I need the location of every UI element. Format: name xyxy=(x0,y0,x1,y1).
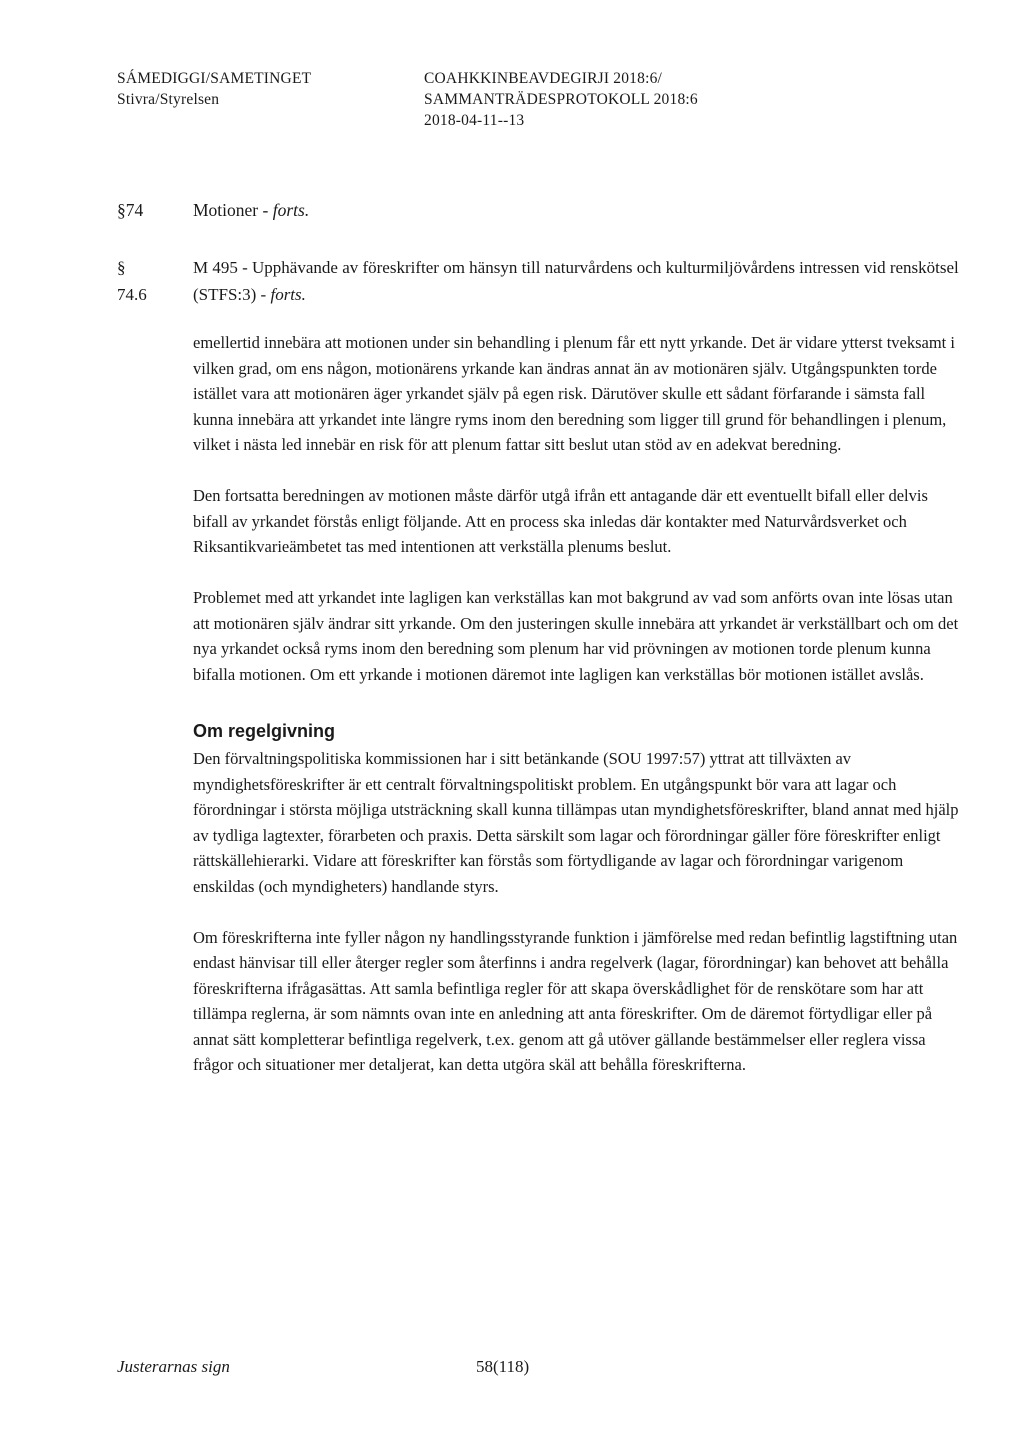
header-document-info xyxy=(424,68,698,131)
section-number: §74 xyxy=(117,200,144,220)
subsection-title-forts: forts. xyxy=(270,285,306,304)
footer-page-number: 58(118) xyxy=(476,1357,530,1376)
header-doc-title-swedish: SAMMANTRÄDESPROTOKOLL 2018:6 xyxy=(424,91,698,108)
paragraph: Om föreskrifterna inte fyller någon ny handlingsstyrande funktion i jämförelse med redan befintlig lagstiftning utan endast hänvisar till eller återger regler som återfinns i andra regelverk (lagar, förordningar) kan behovet att behålla föreskrifterna ifrågasättas. Att samla befintliga regler för att skapa överskådlighet för de renskötare som har att tillämpa reglerna, är som nämnts ovan inte en anledning att anta föreskrifter. Om de däremot förtydligar eller på annat sätt kompletterar befintliga regelverk, t.ex. genom att gå utöver gällande bestämmelser eller reglera vissa frågor och situationer mer detaljerat, kan detta utgöra skäl att behålla föreskrifterna. xyxy=(193,927,958,1074)
paragraph: Problemet med att yrkandet inte lagligen kan verkställas kan mot bakgrund av vad som anförts ovan inte lösas utan att motionären själv ändrar sitt yrkande. Om den justeringen skulle innebära att yrkandet är verkställbart och om det nya yrkandet också ryms inom den beredning som plenum har vid prövningen av motionen torde plenum kunna bifalla motionen. Om ett yrkande i motionen däremot inte lagligen kan verkställas bör motionen istället avslås. xyxy=(193,588,959,684)
paragraph: emellertid innebära att motionen under sin behandling i plenum får ett nytt yrkande. Det är vidare ytterst tveksamt i vilken grad, om ens någon, motionärens yrkande kan ändras annat än av motionären själv. Utgångspunkten torde istället vara att motionären äger yrkandet själv på egen risk. Därutöver skulle ett sådant förfarande i sämsta fall kunna innebära att yrkandet inte längre ryms inom den beredning som ligger till grund för behandlingen i plenum, vilket i nästa led innebär en risk för att plenum fattar sitt beslut utan stöd av en adekvat beredning. xyxy=(193,333,955,454)
section-title-forts: forts. xyxy=(272,200,310,220)
paragraph: Den fortsatta beredningen av motionen måste därför utgå ifrån ett antagande där ett eventuellt bifall eller delvis bifall av yrkandet förstås enligt följande. Att en process ska inledas där kontakter med Naturvårdsverket och Riksantikvarieämbetet tas med intentionen att verkställa plenums beslut. xyxy=(193,486,928,556)
subsection-number: § 74.6 xyxy=(117,258,147,304)
body-text xyxy=(193,330,963,1103)
section-title: Motioner - xyxy=(193,200,273,220)
header-org-unit: Stivra/Styrelsen xyxy=(117,91,220,108)
header-org-name: SÁMEDIGGI/SAMETINGET xyxy=(117,70,312,87)
regelgivning-heading: Om regelgivning xyxy=(193,720,336,741)
subsection-title xyxy=(193,254,993,308)
paragraph: Den förvaltningspolitiska kommissionen har i sitt betänkande (SOU 1997:57) yttrat att tillväxten av myndighetsföreskrifter är ett centralt förvaltningspolitiskt problem. En utgångspunkt bör vara att lagar och förordningar i största möjliga utsträckning skall kunna tillämpas utan myndighetsföreskrifter, bland annat med hjälp av tydliga lagtexter, förarbeten och praxis. Detta särskilt som lagar och förordningar gäller före föreskrifter enligt rättskällehierarki. Vidare att föreskrifter kan förstås som förtydligande av lagar och förordningar varigenom enskildas (och myndigheters) handlande styrs. xyxy=(193,749,959,896)
header-doc-date: 2018-04-11--13 xyxy=(424,112,525,129)
subsection-title-text: M 495 - Upphävande av föreskrifter om hänsyn till naturvårdens och kulturmiljövårdens intressen vid renskötsel (STFS:3) - xyxy=(193,258,959,304)
header-doc-title-sami: COAHKKINBEAVDEGIRJI 2018:6/ xyxy=(424,70,663,87)
header-organization xyxy=(117,68,311,110)
footer-signature-label: Justerarnas sign xyxy=(117,1357,230,1376)
section-heading xyxy=(117,200,309,221)
